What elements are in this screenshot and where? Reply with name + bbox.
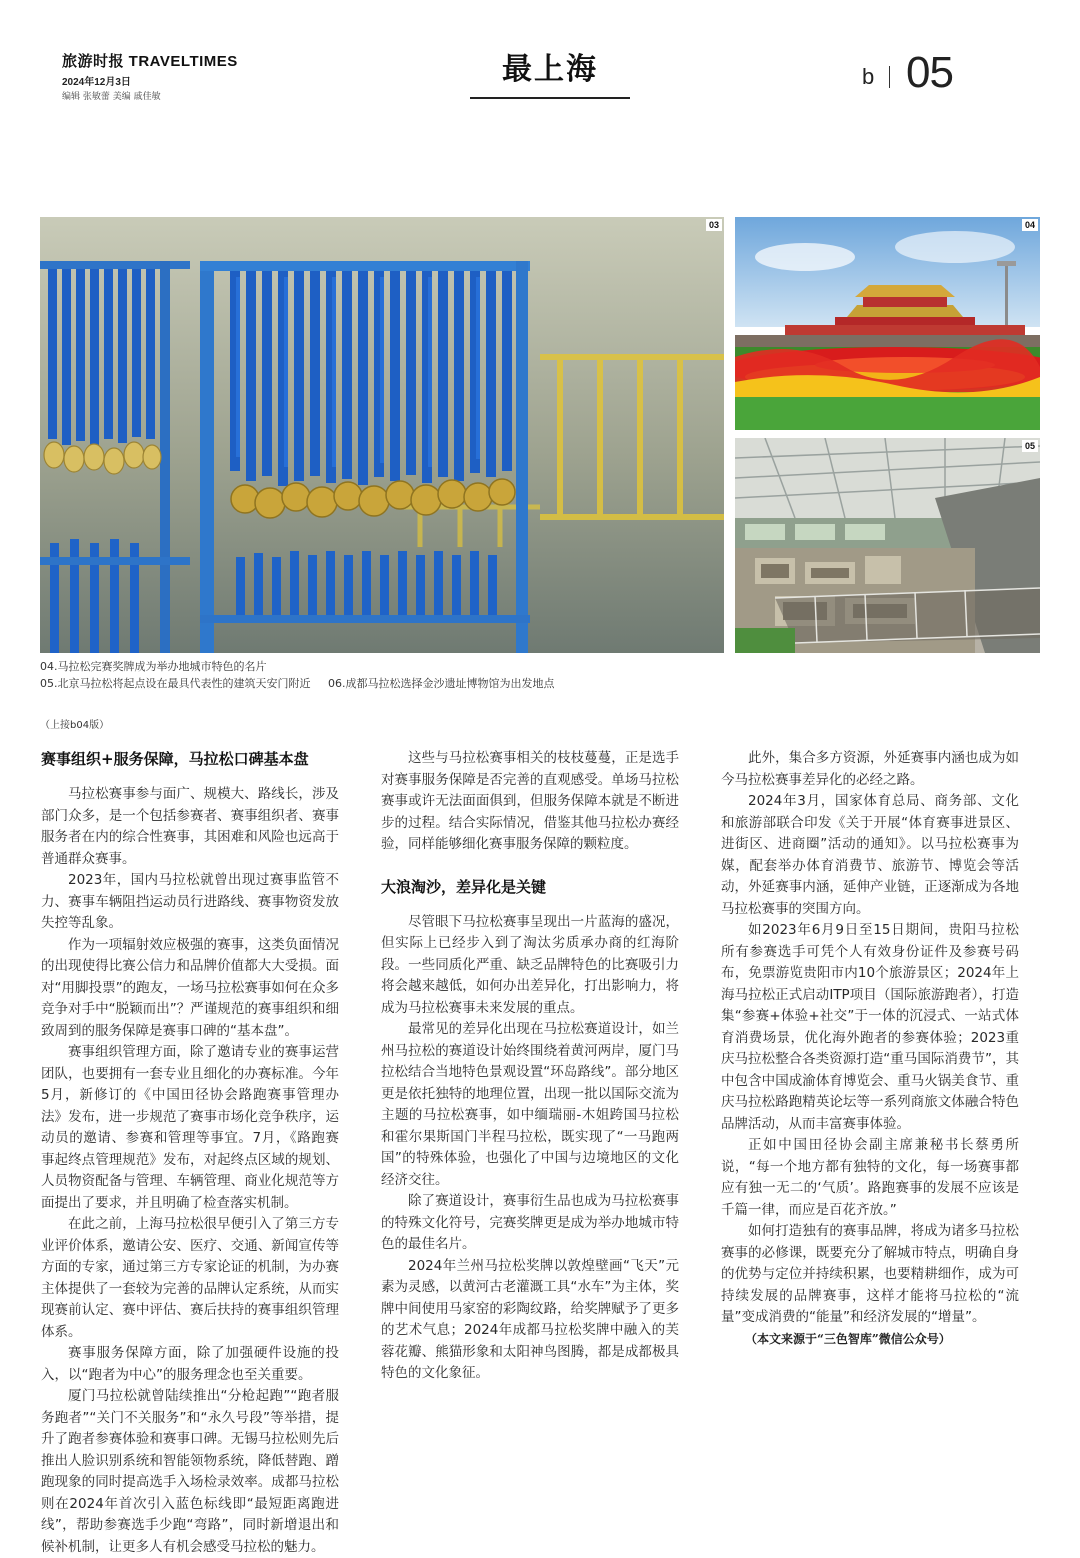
photo-tiananmen: [735, 217, 1040, 430]
page-number-value: 05: [906, 48, 953, 97]
article-column-2: [381, 748, 679, 1385]
photo-medals: [40, 217, 724, 653]
article-column-3: [721, 748, 1019, 1350]
paragraph: 如何打造独有的赛事品牌，将成为诸多马拉松赛事的必修课，既要充分了解城市特点，明确自身的优势与定位并持续积累，也要精耕细作，成为可持续发展的品牌赛事，这样才能将马拉松的“流量”变成消费的“能量”和经济发展的“增量”。: [721, 1223, 1019, 1325]
paragraph: 马拉松赛事参与面广、规模大、路线长，涉及部门众多，是一个包括参赛者、赛事组织者、赛事服务者在内的综合性赛事，其困难和风险也远高于普通群众赛事。: [41, 786, 339, 867]
article-source: （本文来源于“三色智库”微信公众号）: [745, 1331, 951, 1346]
masthead: [62, 50, 238, 102]
page-number-divider: [889, 66, 890, 88]
paragraph: 这些与马拉松赛事相关的枝枝蔓蔓，正是选手对赛事服务保障是否完善的直观感受。单场马拉松赛事或许无法面面俱到，但服务保障本就是不断进步的过程。结合实际情况，借鉴其他马拉松办赛经验，同样能够细化赛事服务保障的颗粒度。: [381, 750, 679, 852]
medals-illustration: [40, 217, 724, 653]
paragraph: 在此之前，上海马拉松很早便引入了第三方专业评价体系，邀请公安、医疗、交通、新闻宣传等方面的专家，通过第三方专家论证的机制，为办赛主体提供了一套较为完善的品牌认定系统，从而实现赛前认定、赛中评估、赛后扶持的赛事组织管理体系。: [41, 1216, 339, 1340]
paragraph: 正如中国田径协会副主席兼秘书长蔡勇所说，“每一个地方都有独特的文化，每一场赛事都应有独一无二的‘气质’。路跑赛事的发展不应该是千篇一律，而应是百花齐放。”: [721, 1137, 1019, 1218]
continued-from-note: （上接b04版）: [40, 720, 110, 731]
photo-captions: [40, 658, 569, 692]
photo-number-tag: 05: [1022, 440, 1038, 452]
photo-jinsha-museum: [735, 438, 1040, 653]
page-letter: b: [862, 64, 875, 89]
subheading-differentiation: 大浪淘沙，差异化是关键: [381, 877, 547, 896]
paragraph: 2024年兰州马拉松奖牌以敦煌壁画“飞天”元素为灵感，以黄河古老灌溉工具“水车”为主体，奖牌中间使用马家窑的彩陶纹路，给奖牌赋予了更多的艺术气息；2024年成都马拉松奖牌中融入的芙蓉花瓣、熊猫形象和太阳神鸟图腾，都是成都极具特色的文化象征。: [381, 1257, 679, 1381]
caption-05: 05.北京马拉松将起点设在最具代表性的建筑天安门附近: [40, 677, 311, 690]
issue-date: 2024年12月3日: [62, 77, 131, 88]
museum-illustration: [735, 438, 1040, 653]
section-title: 最上海: [502, 52, 598, 87]
paragraph: 最常见的差异化出现在马拉松赛道设计，如兰州马拉松的赛道设计始终围绕着黄河两岸，厦门马拉松结合当地特色景观设置“环岛路线”。部分地区更是依托独特的地理位置，出现一批以国际交流为主题的马拉松赛事，如中缅瑞丽-木姐跨国马拉松和霍尔果斯国门半程马拉松，既实现了“一马跑两国”的特殊体验，也强化了中国与边境地区的文化经济交往。: [381, 1021, 679, 1188]
photo-number-tag: 03: [706, 219, 722, 231]
paragraph: 尽管眼下马拉松赛事呈现出一片蓝海的盛况，但实际上已经步入到了淘汰劣质承办商的红海阶段。一些同质化严重、缺乏品牌特色的比赛吸引力将会越来越低，如何办出差异化，打出影响力，将成为马拉松赛事未来发展的重点。: [381, 913, 679, 1016]
paragraph: 2024年3月，国家体育总局、商务部、文化和旅游部联合印发《关于开展“体育赛事进景区、进街区、进商圈”活动的通知》。以马拉松赛事为媒，配套举办体育消费节、旅游节、博览会等活动，外延赛事内涵，延伸产业链，正逐渐成为各地马拉松赛事的突围方向。: [721, 793, 1019, 917]
editor-credits: 编辑 张敏蕾 美编 戚佳敏: [62, 92, 161, 102]
paragraph: 如2023年6月9日至15日期间，贵阳马拉松所有参赛选手可凭个人有效身份证件及参赛号码布，免票游览贵阳市内10个旅游景区；2024年上海马拉松正式启动ITP项目（国际旅游跑者），打造集“参赛+体验+社交”于一体的沉浸式、一站式体育消费场景，优化海外跑者的参赛体验；2023重庆马拉松整合各类资源打造“重马国际消费节”，其中包含中国成渝体育博览会、重马火锅美食节、重庆马拉松路跑精英论坛等一系列商旅文体融合特色品牌活动，从而丰富赛事体验。: [721, 922, 1019, 1132]
caption-06: 06.成都马拉松选择金沙遗址博物馆为出发地点: [328, 677, 555, 690]
section-title-rule: [470, 97, 630, 99]
paragraph: 赛事组织管理方面，除了邀请专业的赛事运营团队，也要拥有一套专业且细化的办赛标准。今年5月，新修订的《中国田径协会路跑赛事管理办法》发布，进一步规范了赛事市场化竞争秩序，运动员的邀请、参赛和管理等事宜。7月，《路跑赛事起终点管理规范》发布，对起终点区域的规划、人员物资配备与管理、车辆管理、商业化规范等方面提出了要求，并且明确了检查落实机制。: [41, 1044, 339, 1211]
subheading-organization: 赛事组织+服务保障，马拉松口碑基本盘: [41, 750, 309, 768]
caption-04: 04.马拉松完赛奖牌成为举办地城市特色的名片: [40, 660, 267, 673]
newspaper-brand: 旅游时报 TRAVELTIMES: [62, 53, 238, 70]
paragraph: 2023年，国内马拉松就曾出现过赛事监管不力、赛事车辆阻挡运动员行进路线、赛事物资发放失控等乱象。: [41, 872, 339, 931]
paragraph: 作为一项辐射效应极强的赛事，这类负面情况的出现使得比赛公信力和品牌价值都大大受损。面对“用脚投票”的跑友，一场马拉松赛事如何在众多竞争对手中“脱颖而出”？严谨规范的赛事组织和细致周到的服务保障是赛事口碑的“基本盘”。: [41, 936, 339, 1039]
paragraph: 除了赛道设计，赛事衍生品也成为马拉松赛事的特殊文化符号，完赛奖牌更是成为举办地城市特色的最佳名片。: [381, 1193, 679, 1252]
paragraph: 此外，集合多方资源，外延赛事内涵也成为如今马拉松赛事差异化的必经之路。: [721, 750, 1019, 788]
paragraph: 厦门马拉松就曾陆续推出“分枪起跑”“跑者服务跑者”“关门不关服务”和“永久号段”等举措，提升了跑者参赛体验和赛事口碑。无锡马拉松则先后推出人脸识别系统和智能领物系统，降低替跑、蹭跑现象的同时提高选手入场检录效率。成都马拉松则在2024年首次引入蓝色标线即“最短距离跑进线”，帮助参赛选手少跑“弯路”，同时新增退出和候补机制，让更多人有机会感受马拉松的魅力。: [41, 1388, 339, 1555]
tiananmen-illustration: [735, 217, 1040, 430]
article-column-1: [41, 748, 339, 1558]
photo-number-tag: 04: [1022, 219, 1038, 231]
paragraph: 赛事服务保障方面，除了加强硬件设施的投入，以“跑者为中心”的服务理念也至关重要。: [41, 1345, 339, 1383]
